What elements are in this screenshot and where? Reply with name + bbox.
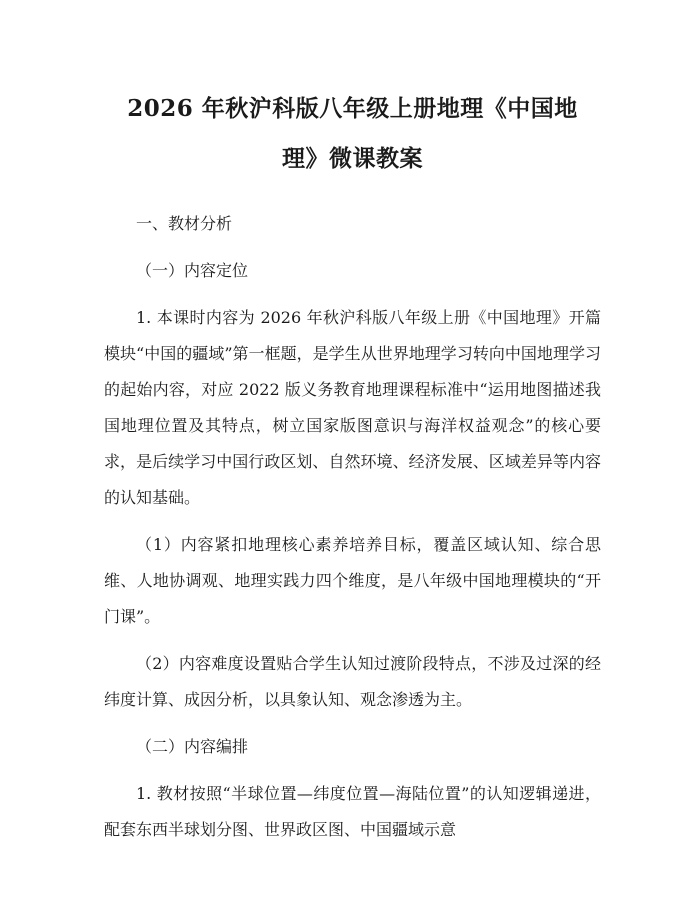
document-body <box>104 206 601 848</box>
paragraph-difficulty-setting: （2）内容难度设置贴合学生认知过渡阶段特点，不涉及过深的经纬度计算、成因分析，以具象认知、观念渗透为主。 <box>104 654 601 709</box>
section-heading-textbook-analysis: 一、教材分析 <box>136 214 233 233</box>
subsection-heading-content-arrangement: （二）内容编排 <box>136 737 249 756</box>
title-line-2: 理》微课教案 <box>282 145 423 172</box>
subsection-heading-content-positioning: （一）内容定位 <box>136 261 249 280</box>
title-line-1: 2026 年秋沪科版八年级上册地理《中国地 <box>127 95 578 122</box>
document-title <box>104 84 601 184</box>
paragraph-core-literacy: （1）内容紧扣地理核心素养培养目标，覆盖区域认知、综合思维、人地协调观、地理实践力四个维度，是八年级中国地理模块的“开门课”。 <box>104 535 601 626</box>
paragraph-content-positioning-1: 1. 本课时内容为 2026 年秋沪科版八年级上册《中国地理》开篇模块“中国的疆域”第一框题，是学生从世界地理学习转向中国地理学习的起始内容，对应 2022 版义务教育地理课程标准中“运用地图描述我国地理位置及其特点，树立国家版图意识与海洋权益观念”的核心要求，是后续学习中国行政区划、自然环境、经济发展、区域差异等内容的认知基础。 <box>104 308 601 507</box>
paragraph-content-arrangement-1: 1. 教材按照“半球位置—纬度位置—海陆位置”的认知逻辑递进，配套东西半球划分图、世界政区图、中国疆域示意 <box>104 784 601 839</box>
